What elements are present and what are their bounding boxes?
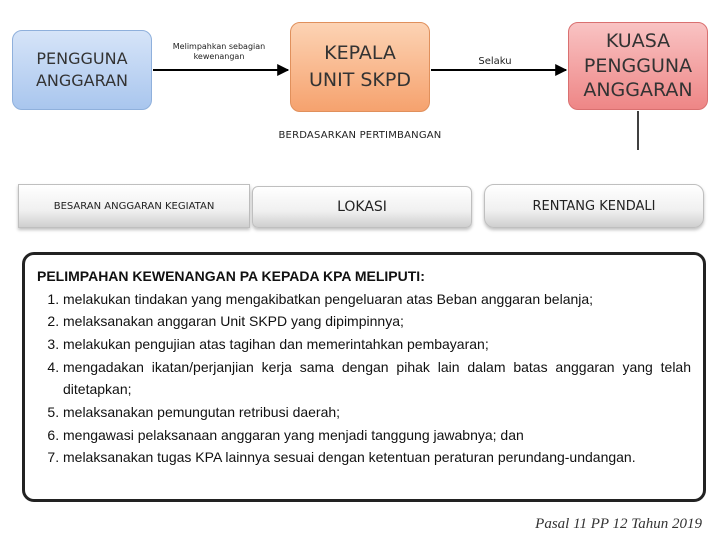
kepala-unit-label: KEPALA UNIT SKPD <box>309 42 411 91</box>
melimpahkan-label: Melimpahkan sebagian kewenangan <box>172 42 266 61</box>
list-item: 4. mengadakan ikatan/perjanjian kerja sama dengan pihak lain dalam batas anggaran yang telah ditetapkan; <box>63 356 691 401</box>
list-item: 7. melaksanakan tugas KPA lainnya sesuai dengan ketentuan peraturan perundang-undangan. <box>63 446 691 469</box>
list-item: 1. melakukan tindakan yang mengakibatkan pengeluaran atas Beban anggaran belanja; <box>63 288 691 311</box>
kuasa-pengguna-anggaran-box <box>568 22 708 110</box>
list-item: 2. melaksanakan anggaran Unit SKPD yang dipimpinnya; <box>63 310 691 333</box>
criteria-rentang-label: RENTANG KENDALI <box>532 198 656 214</box>
panel-heading: PELIMPAHAN KEWENANGAN PA KEPADA KPA MELIPUTI: <box>37 268 425 284</box>
kepala-unit-skpd-box <box>290 22 430 112</box>
kewenangan-list <box>37 288 691 469</box>
criteria-lokasi <box>252 186 472 228</box>
source-footnote: Pasal 11 PP 12 Tahun 2019 <box>535 516 702 532</box>
selaku-label: Selaku <box>478 56 512 67</box>
berdasarkan-pertimbangan-label: BERDASARKAN PERTIMBANGAN <box>278 130 442 141</box>
list-item: 3. melakukan pengujian atas tagihan dan memerintahkan pembayaran; <box>63 333 691 356</box>
list-item: 6. mengawasi pelaksanaan anggaran yang menjadi tanggung jawabnya; dan <box>63 424 691 447</box>
criteria-besaran-anggaran <box>18 184 250 228</box>
kuasa-pengguna-label: KUASA PENGGUNA ANGGARAN <box>583 29 693 102</box>
pengguna-anggaran-box <box>12 30 152 110</box>
pelimpahan-kewenangan-panel <box>22 252 706 502</box>
list-item: 5. melaksanakan pemungutan retribusi daerah; <box>63 401 691 424</box>
criteria-rentang-kendali <box>484 184 704 228</box>
pengguna-anggaran-label: PENGGUNA ANGGARAN <box>35 49 129 90</box>
criteria-lokasi-label: LOKASI <box>337 199 387 215</box>
criteria-besaran-label: BESARAN ANGGARAN KEGIATAN <box>53 200 215 212</box>
